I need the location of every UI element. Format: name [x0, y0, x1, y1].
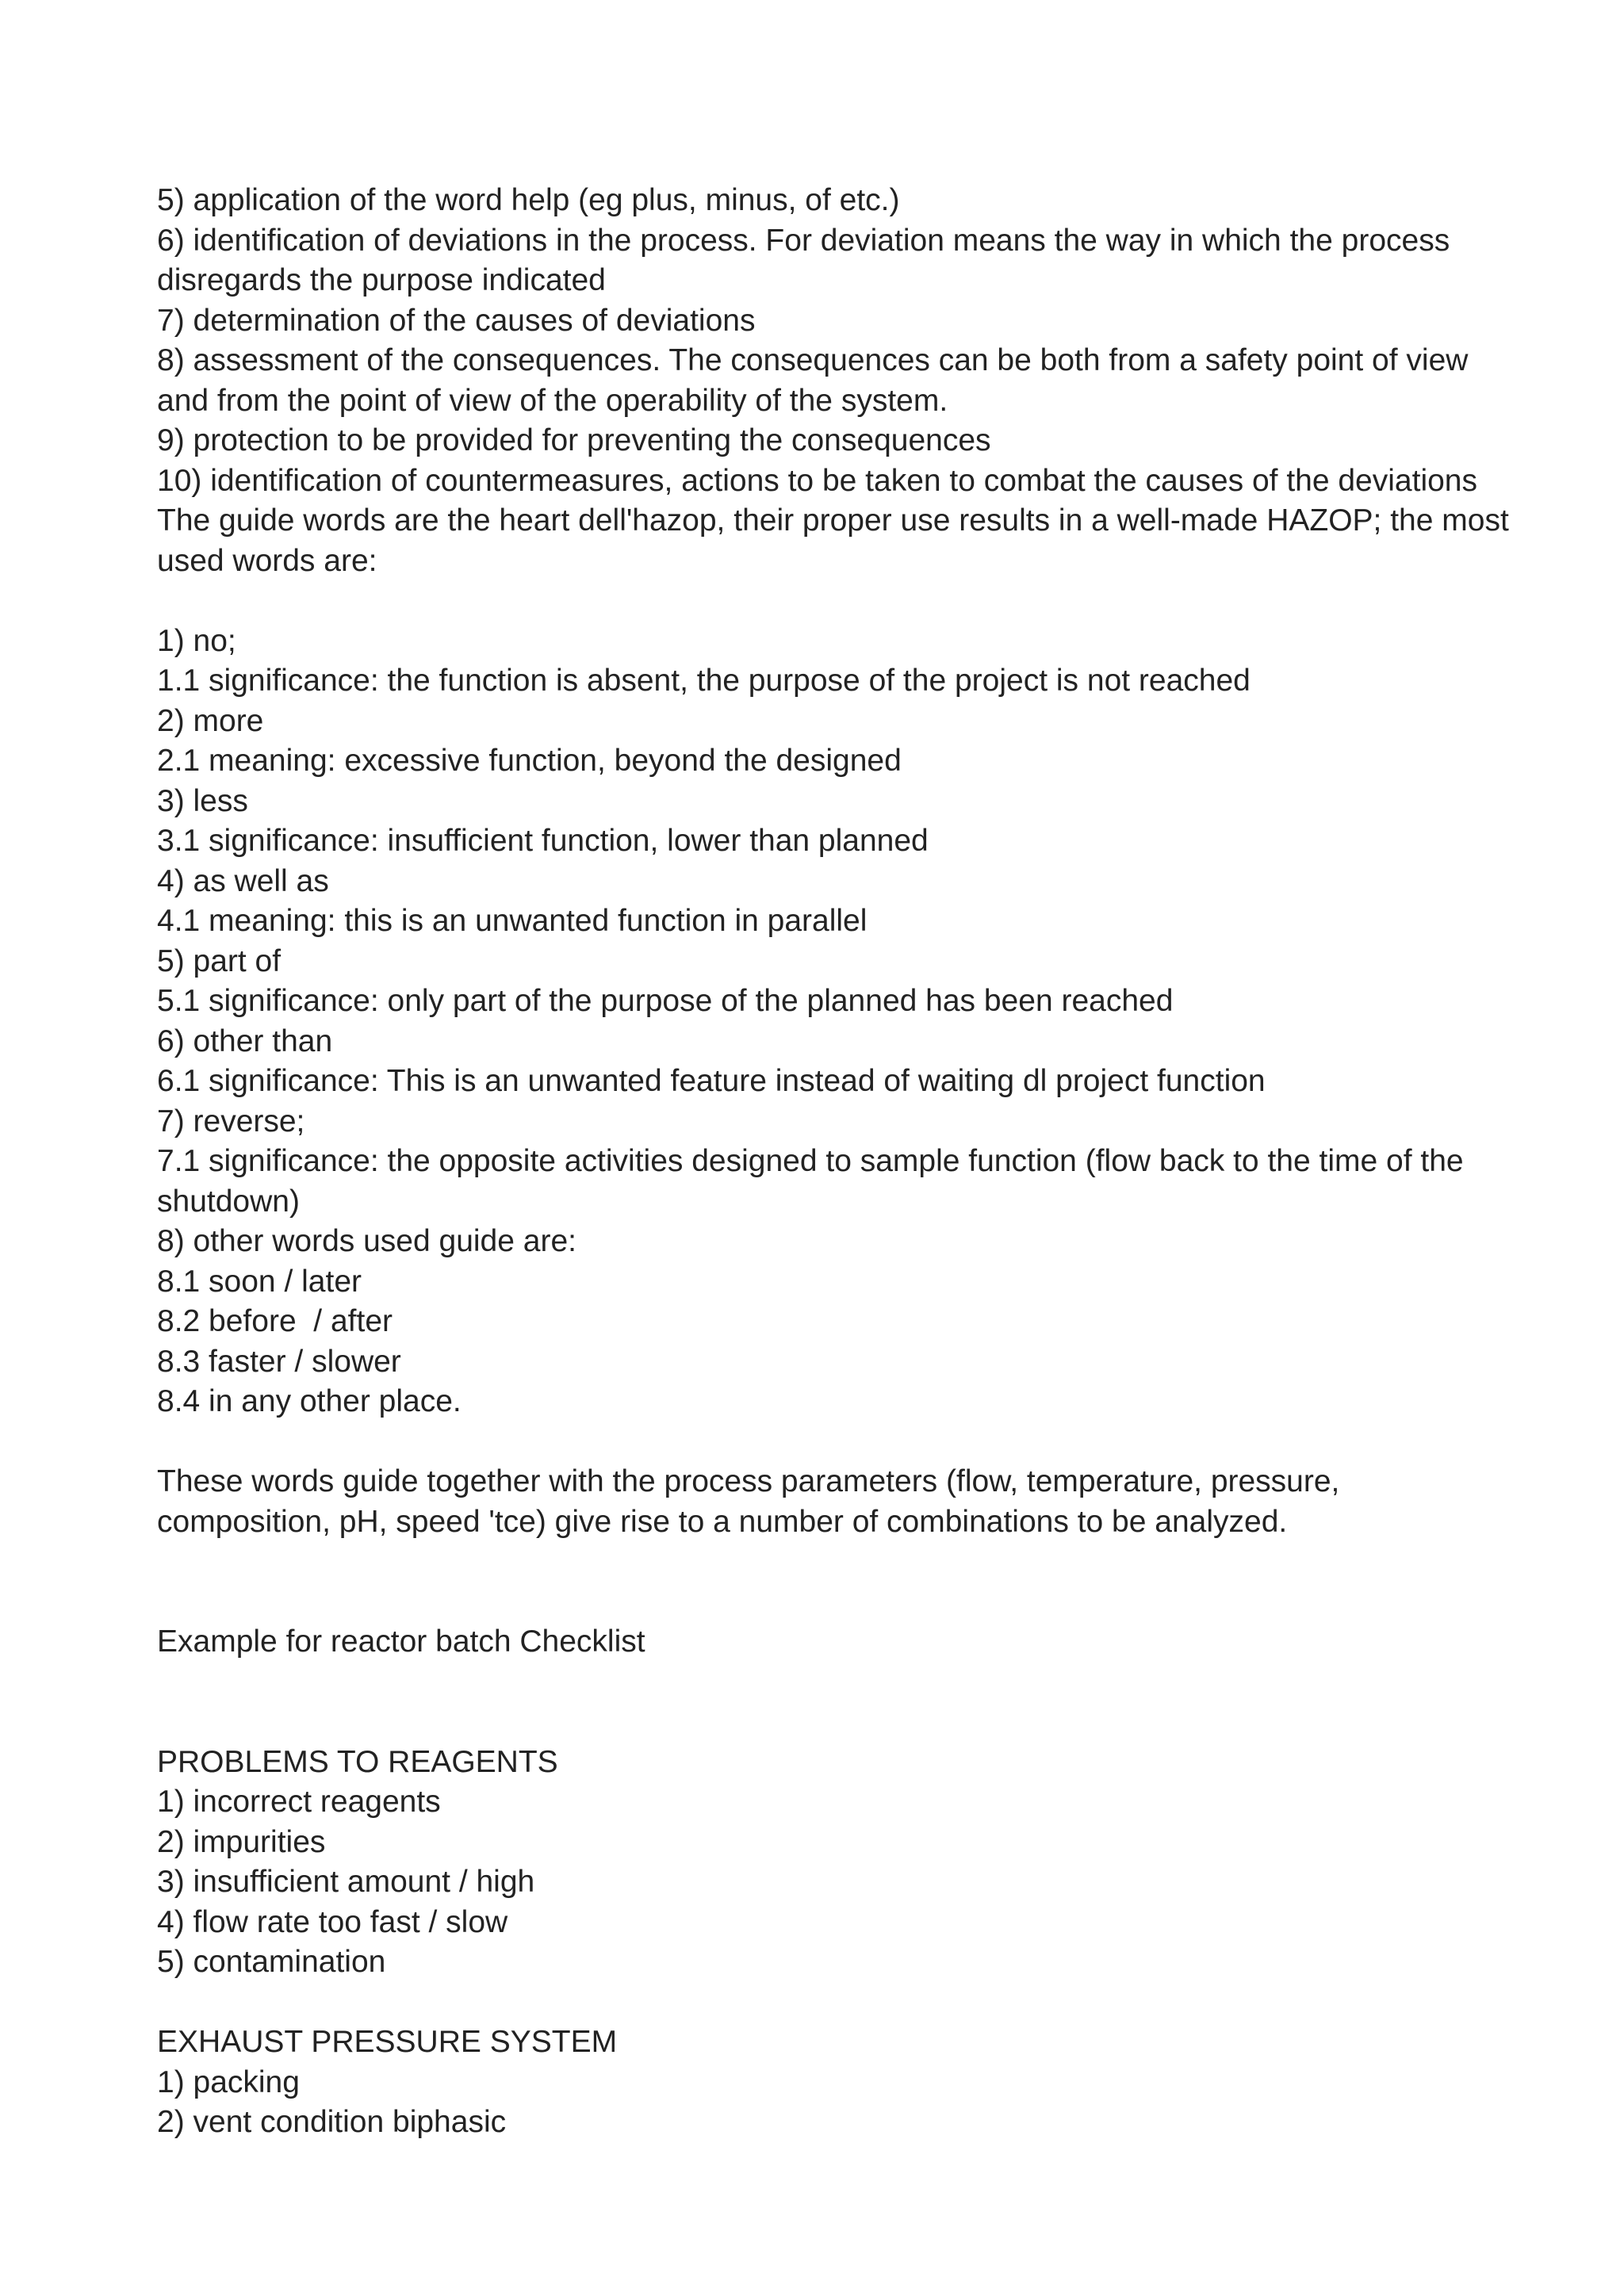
guide-words-list	[157, 622, 1505, 1422]
list-item: 2) vent condition biphasic	[157, 2105, 507, 2139]
text-line: 7) determination of the causes of deviations	[157, 303, 756, 338]
exhaust-section	[157, 2022, 1505, 2143]
list-item: 3) insufficient amount / high	[157, 1865, 535, 1899]
list-item: 8.3 faster / slower	[157, 1344, 401, 1379]
spacer	[157, 1422, 1505, 1463]
reagents-section	[157, 1743, 1505, 1983]
list-item: 2) more	[157, 703, 264, 738]
section-heading: EXHAUST PRESSURE SYSTEM	[157, 2025, 618, 2059]
text-line: disregards the purpose indicated	[157, 263, 606, 297]
section-heading: PROBLEMS TO REAGENTS	[157, 1744, 558, 1779]
list-item: 7) reverse;	[157, 1104, 305, 1138]
text-line: 10) identification of countermeasures, actions to be taken to combat the causes of the deviations	[157, 463, 1477, 498]
spacer	[157, 1542, 1505, 1622]
example-title: Example for reactor batch Checklist	[157, 1624, 645, 1659]
list-item: 4) flow rate too fast / slow	[157, 1904, 508, 1939]
list-item: 8) other words used guide are:	[157, 1224, 576, 1258]
document-page	[157, 181, 1509, 2143]
list-item: 6.1 significance: This is an unwanted feature instead of waiting dl project function	[157, 1064, 1266, 1098]
list-item: 5) contamination	[157, 1945, 386, 1979]
list-item: 2) impurities	[157, 1824, 326, 1859]
text-line: These words guide together with the process parameters (flow, temperature, pressure,	[157, 1464, 1340, 1498]
list-item: 8.2 before / after	[157, 1304, 393, 1338]
spacer	[157, 1663, 1505, 1743]
list-item: 8.4 in any other place.	[157, 1384, 462, 1418]
list-item: 1.1 significance: the function is absent, the purpose of the project is not reached	[157, 664, 1251, 698]
spacer	[157, 581, 1505, 622]
list-item: shutdown)	[157, 1184, 300, 1219]
text-line: and from the point of view of the operability of the system.	[157, 383, 948, 418]
list-item: 1) incorrect reagents	[157, 1785, 441, 1819]
list-item: 4.1 meaning: this is an unwanted function in parallel	[157, 904, 868, 938]
text-line: 8) assessment of the consequences. The consequences can be both from a safety point of view	[157, 343, 1469, 377]
text-line: used words are:	[157, 543, 377, 578]
spacer	[157, 1983, 1505, 2023]
text-line: 9) protection to be provided for preventing the consequences	[157, 423, 991, 457]
text-line: 5) application of the word help (eg plus, minus, of etc.)	[157, 183, 900, 217]
list-item: 7.1 significance: the opposite activities designed to sample function (flow back to the time of the	[157, 1144, 1464, 1178]
intro-steps	[157, 181, 1509, 581]
list-item: 3.1 significance: insufficient function, lower than planned	[157, 824, 929, 858]
text-line: 6) identification of deviations in the process. For deviation means the way in which the process	[157, 223, 1450, 258]
list-item: 3) less	[157, 783, 248, 818]
list-item: 1) packing	[157, 2064, 300, 2099]
list-item: 5.1 significance: only part of the purpose of the planned has been reached	[157, 984, 1174, 1018]
list-item: 6) other than	[157, 1024, 333, 1058]
list-item: 4) as well as	[157, 863, 329, 898]
list-item: 8.1 soon / later	[157, 1264, 362, 1299]
list-item: 2.1 meaning: excessive function, beyond the designed	[157, 744, 902, 778]
text-line: The guide words are the heart dell'hazop, their proper use results in a well-made HAZOP; the most	[157, 503, 1509, 538]
text-line: composition, pH, speed 'tce) give rise to a number of combinations to be analyzed.	[157, 1504, 1288, 1539]
parameters-paragraph	[157, 1462, 1505, 1542]
list-item: 1) no;	[157, 623, 236, 658]
list-item: 5) part of	[157, 943, 282, 978]
